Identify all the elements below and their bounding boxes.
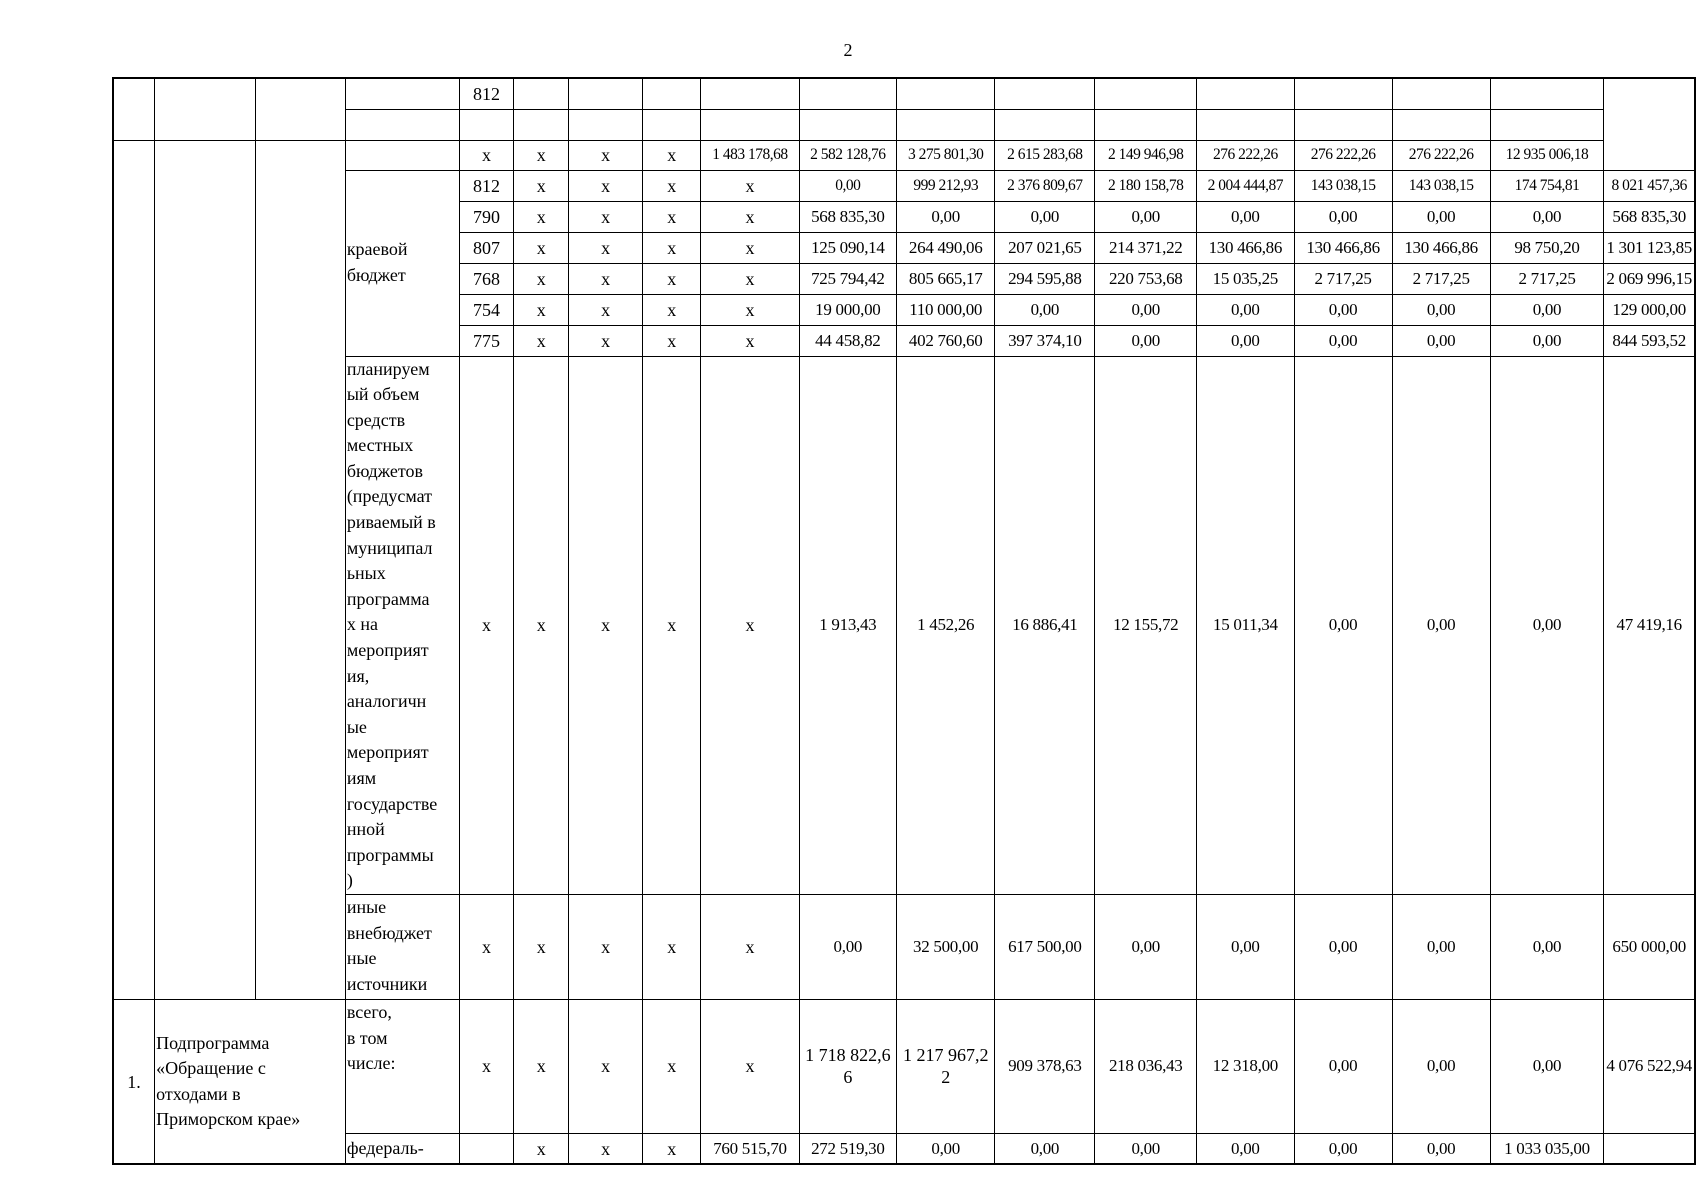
- value-cell: 47 419,16: [1604, 356, 1695, 894]
- value-cell: 125 090,14: [799, 232, 896, 263]
- code-cell: 812: [459, 170, 514, 201]
- value-cell: 214 371,22: [1095, 232, 1197, 263]
- value-cell: 2 615 283,68: [995, 140, 1095, 170]
- x-mark: x: [569, 232, 643, 263]
- value-cell: 1 718 822,6 6: [799, 999, 896, 1133]
- cell-empty: [113, 140, 155, 999]
- value-cell: 294 595,88: [995, 263, 1095, 294]
- value-cell: 0,00: [1392, 999, 1490, 1133]
- value-cell: 0,00: [1197, 294, 1294, 325]
- table-row: [113, 894, 1695, 999]
- x-mark: x: [643, 232, 701, 263]
- value-cell: 32 500,00: [897, 894, 995, 999]
- x-mark: x: [569, 170, 643, 201]
- source-label: краевой бюджет: [345, 170, 459, 356]
- value-cell: 0,00: [1392, 201, 1490, 232]
- cell-empty: [256, 140, 346, 999]
- value-cell: 3 275 801,30: [897, 140, 995, 170]
- budget-table: [112, 77, 1696, 1165]
- x-mark: x: [643, 294, 701, 325]
- value-cell: 805 665,17: [897, 263, 995, 294]
- value-cell: 12 155,72: [1095, 356, 1197, 894]
- x-mark: x: [569, 999, 643, 1133]
- value-cell: 0,00: [1294, 1133, 1392, 1164]
- x-mark: x: [514, 263, 569, 294]
- value-cell: 264 490,06: [897, 232, 995, 263]
- x-mark: x: [459, 356, 514, 894]
- value-cell: 2 180 158,78: [1095, 170, 1197, 201]
- value-cell: 0,00: [799, 170, 896, 201]
- value-cell: 174 754,81: [1490, 170, 1604, 201]
- value-cell: 2 149 946,98: [1095, 140, 1197, 170]
- value-cell: 725 794,42: [799, 263, 896, 294]
- value-cell: 1 452,26: [897, 356, 995, 894]
- x-mark: x: [569, 894, 643, 999]
- value-cell: 617 500,00: [995, 894, 1095, 999]
- x-mark: x: [569, 294, 643, 325]
- x-mark: x: [514, 1133, 569, 1164]
- source-label: планируем ый объем средств местных бюджетов (предусмат риваемый в муниципал ьных программа х на мероприят ия, аналогичн ые мероприят иям государстве нной программы ): [345, 356, 459, 894]
- value-cell: 130 466,86: [1294, 232, 1392, 263]
- value-cell: 0,00: [1392, 294, 1490, 325]
- value-cell: 276 222,26: [1197, 140, 1294, 170]
- row-number: 1.: [113, 999, 155, 1164]
- subprogram-name: Подпрограмма «Обращение с отходами в Приморском крае»: [155, 999, 346, 1164]
- cell-empty: [345, 78, 459, 109]
- x-mark: x: [459, 140, 514, 170]
- value-cell: 0,00: [1095, 894, 1197, 999]
- value-cell: 0,00: [1197, 201, 1294, 232]
- x-mark: x: [514, 356, 569, 894]
- value-cell: 0,00: [995, 201, 1095, 232]
- value-cell: 0,00: [995, 1133, 1095, 1164]
- value-cell: 0,00: [1392, 356, 1490, 894]
- value-cell: 2 717,25: [1294, 263, 1392, 294]
- value-cell: 844 593,52: [1604, 325, 1695, 356]
- value-cell: 4 076 522,94: [1604, 999, 1695, 1133]
- value-cell: 220 753,68: [1095, 263, 1197, 294]
- value-cell: 0,00: [1490, 356, 1604, 894]
- x-mark: x: [643, 140, 701, 170]
- table-row: [113, 78, 1695, 109]
- x-mark: x: [643, 201, 701, 232]
- x-mark: x: [459, 894, 514, 999]
- value-cell: 0,00: [1294, 201, 1392, 232]
- value-cell: 129 000,00: [1604, 294, 1695, 325]
- table-row: [113, 170, 1695, 201]
- value-cell: 0,00: [1392, 894, 1490, 999]
- x-mark: x: [643, 894, 701, 999]
- cell-empty: [113, 78, 155, 140]
- cell-empty: [345, 140, 459, 170]
- value-cell: 2 717,25: [1490, 263, 1604, 294]
- value-cell: 0,00: [897, 201, 995, 232]
- source-label: федераль-: [345, 1133, 459, 1164]
- x-mark: x: [701, 894, 799, 999]
- value-cell: 207 021,65: [995, 232, 1095, 263]
- value-cell: 760 515,70: [701, 1133, 799, 1164]
- x-mark: x: [569, 356, 643, 894]
- value-cell: 0,00: [1197, 1133, 1294, 1164]
- value-cell: 2 376 809,67: [995, 170, 1095, 201]
- value-cell: 0,00: [799, 894, 896, 999]
- x-mark: x: [701, 356, 799, 894]
- x-mark: x: [569, 140, 643, 170]
- value-cell: 2 717,25: [1392, 263, 1490, 294]
- x-mark: x: [514, 232, 569, 263]
- value-cell: 0,00: [1392, 325, 1490, 356]
- value-cell: 2 069 996,15: [1604, 263, 1695, 294]
- x-mark: x: [643, 325, 701, 356]
- x-mark: x: [643, 1133, 701, 1164]
- page-number: 2: [843, 40, 853, 60]
- value-cell: 143 038,15: [1392, 170, 1490, 201]
- value-cell: 402 760,60: [897, 325, 995, 356]
- value-cell: 0,00: [1490, 201, 1604, 232]
- x-mark: x: [459, 999, 514, 1133]
- value-cell: 98 750,20: [1490, 232, 1604, 263]
- value-cell: 0,00: [1095, 1133, 1197, 1164]
- value-cell: 0,00: [1095, 201, 1197, 232]
- value-cell: 0,00: [995, 294, 1095, 325]
- value-cell: 568 835,30: [799, 201, 896, 232]
- value-cell: 397 374,10: [995, 325, 1095, 356]
- value-cell: 0,00: [1294, 356, 1392, 894]
- code-cell: 754: [459, 294, 514, 325]
- value-cell: 1 217 967,2 2: [897, 999, 995, 1133]
- x-mark: x: [701, 232, 799, 263]
- table-row: [113, 109, 1695, 140]
- value-cell: 12 318,00: [1197, 999, 1294, 1133]
- x-mark: x: [643, 170, 701, 201]
- source-label: всего, в том числе:: [345, 999, 459, 1133]
- x-mark: x: [701, 294, 799, 325]
- value-cell: 19 000,00: [799, 294, 896, 325]
- value-cell: 568 835,30: [1604, 201, 1695, 232]
- x-mark: x: [701, 263, 799, 294]
- x-mark: x: [514, 170, 569, 201]
- x-mark: x: [514, 894, 569, 999]
- cell-empty: [256, 78, 346, 140]
- value-cell: 44 458,82: [799, 325, 896, 356]
- value-cell: 0,00: [1294, 894, 1392, 999]
- x-mark: x: [514, 325, 569, 356]
- value-cell: 0,00: [1294, 325, 1392, 356]
- x-mark: x: [569, 325, 643, 356]
- value-cell: 0,00: [1490, 894, 1604, 999]
- value-cell: 143 038,15: [1294, 170, 1392, 201]
- value-cell: 650 000,00: [1604, 894, 1695, 999]
- value-cell: 15 035,25: [1197, 263, 1294, 294]
- value-cell: 0,00: [1095, 294, 1197, 325]
- x-mark: x: [569, 201, 643, 232]
- value-cell: 0,00: [1197, 894, 1294, 999]
- value-cell: 272 519,30: [799, 1133, 896, 1164]
- table-row: [113, 140, 1695, 170]
- value-cell: 130 466,86: [1197, 232, 1294, 263]
- x-mark: x: [569, 263, 643, 294]
- code-cell: 775: [459, 325, 514, 356]
- x-mark: x: [701, 170, 799, 201]
- code-cell: 812: [459, 78, 514, 109]
- value-cell: 276 222,26: [1392, 140, 1490, 170]
- cell-empty: [459, 1133, 514, 1164]
- value-cell: 0,00: [1490, 325, 1604, 356]
- x-mark: x: [514, 294, 569, 325]
- value-cell: 0,00: [1294, 294, 1392, 325]
- cell-empty: [345, 109, 459, 140]
- value-cell: 0,00: [1197, 325, 1294, 356]
- x-mark: x: [514, 201, 569, 232]
- value-cell: 1 301 123,85: [1604, 232, 1695, 263]
- value-cell: 218 036,43: [1095, 999, 1197, 1133]
- value-cell: 0,00: [1490, 999, 1604, 1133]
- x-mark: x: [514, 140, 569, 170]
- value-cell: 0,00: [1490, 294, 1604, 325]
- value-cell: 0,00: [897, 1133, 995, 1164]
- x-mark: x: [701, 325, 799, 356]
- value-cell: 0,00: [1095, 325, 1197, 356]
- value-cell: 999 212,93: [897, 170, 995, 201]
- cell-empty: [155, 78, 256, 140]
- x-mark: x: [701, 201, 799, 232]
- source-label: иные внебюджет ные источники: [345, 894, 459, 999]
- value-cell: 0,00: [1294, 999, 1392, 1133]
- cell-empty: [155, 140, 256, 999]
- value-cell: 8 021 457,36: [1604, 170, 1695, 201]
- code-cell: [459, 109, 514, 140]
- value-cell: 16 886,41: [995, 356, 1095, 894]
- value-cell: 110 000,00: [897, 294, 995, 325]
- code-cell: 768: [459, 263, 514, 294]
- table-row: [113, 1133, 1695, 1164]
- value-cell: 130 466,86: [1392, 232, 1490, 263]
- value-cell: 2 582 128,76: [799, 140, 896, 170]
- x-mark: x: [569, 1133, 643, 1164]
- x-mark: x: [514, 999, 569, 1133]
- code-cell: 807: [459, 232, 514, 263]
- value-cell: 909 378,63: [995, 999, 1095, 1133]
- x-mark: x: [643, 263, 701, 294]
- value-cell: 15 011,34: [1197, 356, 1294, 894]
- code-cell: 790: [459, 201, 514, 232]
- value-cell: 276 222,26: [1294, 140, 1392, 170]
- x-mark: x: [643, 999, 701, 1133]
- value-cell: 1 033 035,00: [1490, 1133, 1604, 1164]
- value-cell: 2 004 444,87: [1197, 170, 1294, 201]
- x-mark: x: [701, 999, 799, 1133]
- table-row: [113, 356, 1695, 894]
- value-cell: 12 935 006,18: [1490, 140, 1604, 170]
- value-cell: 1 483 178,68: [701, 140, 799, 170]
- x-mark: x: [643, 356, 701, 894]
- value-cell: 0,00: [1392, 1133, 1490, 1164]
- table-row: [113, 999, 1695, 1133]
- value-cell: 1 913,43: [799, 356, 896, 894]
